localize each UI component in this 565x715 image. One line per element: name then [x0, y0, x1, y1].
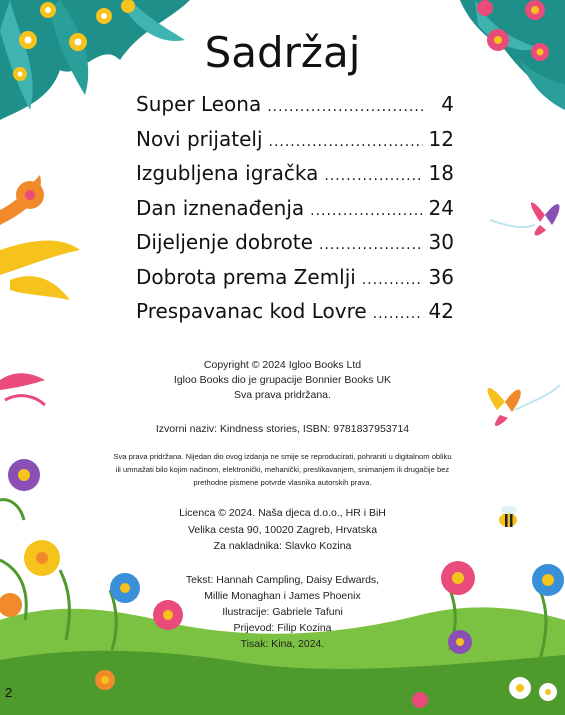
- toc-entry[interactable]: [136, 299, 454, 334]
- toc-entry-page: 18: [428, 161, 454, 185]
- toc-entry-title: Dan iznenađenja: [136, 195, 305, 220]
- licence-line: Licenca © 2024. Naša djeca d.o.o., HR i BiH: [179, 507, 386, 519]
- butterfly-icon: [490, 202, 559, 235]
- butterfly-icon: [488, 385, 560, 426]
- toc-entry-title: Izgubljena igračka: [136, 161, 319, 185]
- toc-entry-page: 42: [428, 299, 454, 323]
- toc-entry[interactable]: [136, 161, 454, 196]
- toc-leader-dots: [362, 272, 423, 288]
- toc-leader-dots: [310, 203, 422, 219]
- toc-entry-title: Super Leona: [136, 92, 262, 116]
- credits-text-line: Millie Monaghan i James Phoenix: [204, 590, 361, 602]
- copyright-line: Copyright © 2024 Igloo Books Ltd: [203, 359, 362, 371]
- credits-block: [100, 572, 465, 652]
- toc-entry-page: 12: [428, 126, 454, 151]
- address-line: Velika cesta 90, 10020 Zagreb, Hrvatska: [187, 523, 378, 536]
- toc-leader-dots: [267, 99, 426, 115]
- toc-entry[interactable]: [136, 196, 454, 231]
- toc-entry[interactable]: [136, 230, 454, 265]
- copyright-block: [100, 358, 465, 403]
- table-of-contents: [136, 92, 454, 334]
- original-title-line: Izvorni naziv: Kindness stories, ISBN: 9781837953714: [155, 423, 410, 435]
- toc-entry-page: 30: [428, 230, 454, 254]
- toc-leader-dots: [269, 134, 423, 150]
- rights-notice-line: prethodne pismene potvrde vlasnika autorskih prava.: [193, 478, 372, 487]
- bee-icon: [499, 506, 517, 527]
- original-title-block: [100, 422, 465, 437]
- credits-translation-line: Prijevod: Filip Kozina: [233, 622, 332, 634]
- page-title: Sadržaj: [204, 28, 361, 77]
- credits-illustrations-line: Ilustracije: Gabriele Tafuni: [222, 606, 343, 618]
- rights-reserved-line: Sva prava pridržana.: [234, 389, 331, 401]
- credits-print-line: Tisak: Kina, 2024.: [240, 638, 325, 650]
- rights-notice: [112, 450, 453, 489]
- toc-entry[interactable]: [136, 127, 454, 162]
- toc-entry-page: 36: [428, 264, 454, 289]
- rights-notice-line: ili umnažati bilo kojim načinom, elektronički, mehanički, preslikavanjem, snimanjem ili drugačije bez: [115, 465, 450, 474]
- publisher-rep-line: Za nakladnika: Slavko Kozina: [213, 540, 352, 552]
- rights-notice-line: Sva prava pridržana. Nijedan dio ovog izdanja ne smije se reproducirati, pohraniti u digitalnom obliku: [113, 452, 452, 461]
- toc-entry-title: Novi prijatelj: [136, 126, 263, 151]
- page-number: 2: [5, 685, 13, 700]
- toc-leader-dots: [324, 168, 422, 184]
- toc-entry-title: Dijeljenje dobrote: [136, 230, 313, 254]
- toc-leader-dots: [373, 306, 423, 322]
- toc-entry-title: Prespavanac kod Lovre: [136, 299, 367, 323]
- toc-entry-title: Dobrota prema Zemlji: [136, 264, 356, 289]
- credits-text-line: Tekst: Hannah Campling, Daisy Edwards,: [185, 574, 380, 586]
- left-side-flowers: [0, 175, 80, 520]
- licence-block: [100, 505, 465, 555]
- toc-entry-page: 24: [428, 195, 454, 220]
- publisher-group-line: Igloo Books dio je grupacije Bonnier Books UK: [173, 374, 392, 386]
- toc-leader-dots: [319, 237, 423, 253]
- toc-entry-page: 4: [441, 92, 454, 116]
- toc-entry[interactable]: [136, 92, 454, 127]
- toc-entry[interactable]: [136, 265, 454, 300]
